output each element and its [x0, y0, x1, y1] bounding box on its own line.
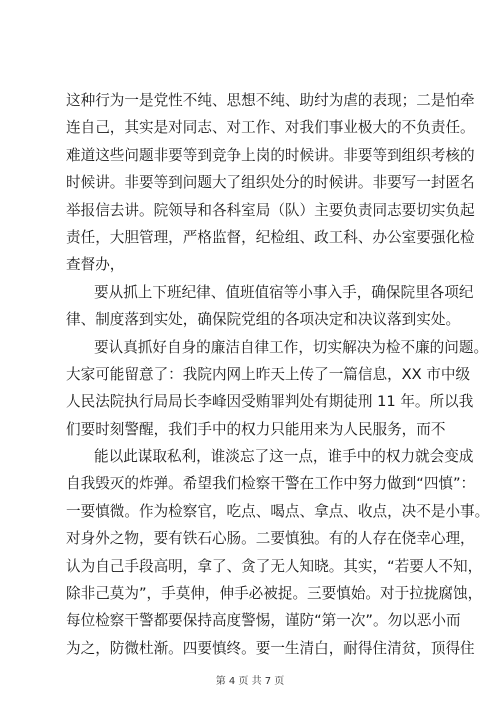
text-line: 为之，防微杜渐。四要慎终。要一生清白，耐得住清贫，顶得住	[66, 639, 475, 657]
page-number-footer: 第 4 页 共 7 页	[215, 676, 285, 687]
text-line: 律、制度落到实处，确保院党组的各项决定和决议落到实处。	[66, 311, 461, 329]
text-line: 们要时刻警醒，我们手中的权力只能用来为人民服务，而不	[66, 420, 446, 438]
text-line: 对身外之物，要有铁石心肠。二要慎独。有的人存在侥幸心理，	[66, 530, 475, 548]
paragraph-first-line: 要从抓上下班纪律、值班值宿等小事入手，确保院里各项纪	[94, 283, 474, 301]
text-line: 认为自己手段高明，拿了、贪了无人知晓。其实，“若要人不知，	[66, 557, 483, 575]
text-line: 时候讲。非要等到问题大了组织处分的时候讲。非要写一封匿名	[66, 174, 475, 192]
text-line: 这种行为一是党性不纯、思想不纯、助纣为虐的表现；二是怕牵	[66, 92, 475, 109]
text-line: 举报信去讲。院领导和各科室局（队）主要负责同志要切实负起	[66, 201, 475, 219]
text-line: 每位检察干警都要保持高度警惕，谨防“第一次”。勿以恶小而	[66, 612, 461, 630]
paragraph-first-line: 要认真抓好自身的廉洁自律工作，切实解决为检不廉的问题。	[94, 338, 489, 356]
paragraph-first-line: 能以此谋取私利，谁淡忘了这一点，谁手中的权力就会变成	[94, 448, 474, 466]
text-line: 责任，大胆管理，严格监督，纪检组、政工科、办公室要强化检	[66, 228, 475, 246]
text-line: 大家可能留意了：我院内网上昨天上传了一篇信息，XX 市中级	[66, 365, 471, 383]
text-line: 难道这些问题非要等到竞争上岗的时候讲。非要等到组织考核的	[66, 146, 475, 164]
text-line: 连自己，其实是对同志、对工作、对我们事业极大的不负责任。	[66, 119, 475, 137]
text-line: 一要慎微。作为检察官，吃点、喝点、拿点、收点，决不是小事。	[66, 502, 490, 520]
text-line: 人民法院执行局局长李峰因受贿罪判处有期徒刑 11 年。所以我	[66, 393, 474, 411]
text-line: 除非己莫为”，手莫伸，伸手必被捉。三要慎始。对于拉拢腐蚀，	[66, 585, 483, 603]
text-line: 自我毁灭的炸弹。希望我们检察干警在工作中努力做到“四慎”：	[66, 475, 476, 493]
text-line: 查督办，	[66, 256, 125, 274]
body-text	[66, 87, 490, 662]
